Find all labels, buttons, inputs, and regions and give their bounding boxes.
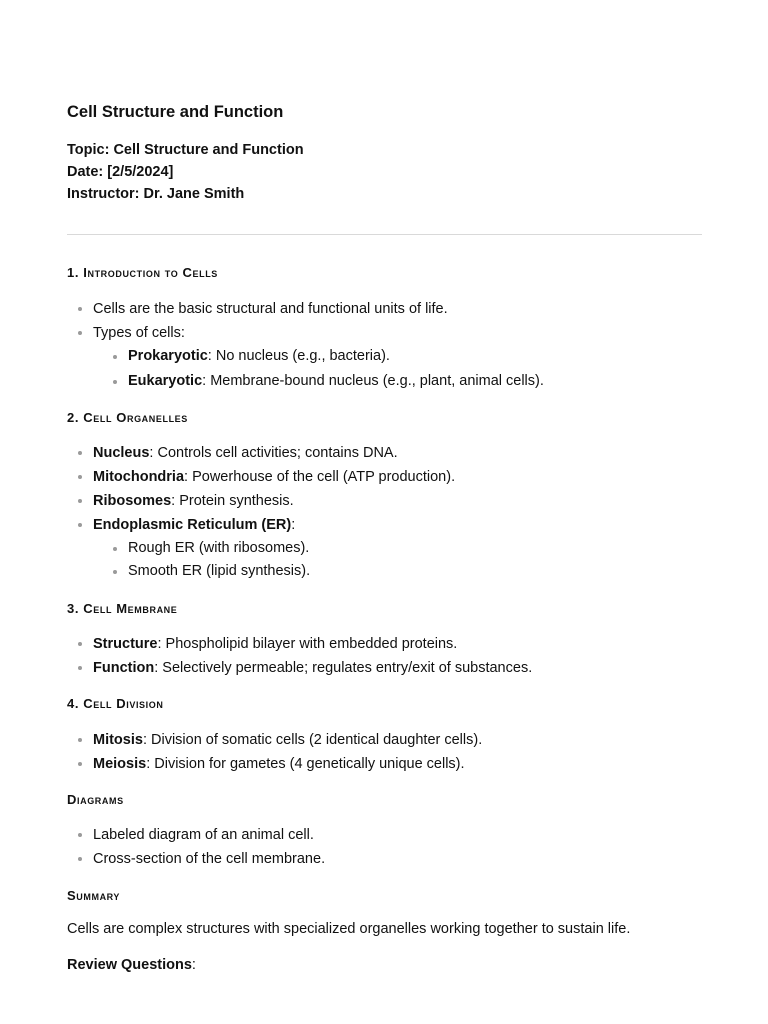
meta-instructor: Instructor: Dr. Jane Smith (67, 186, 245, 202)
review-questions-label: Review Questions: (67, 957, 196, 973)
diagrams-list (67, 823, 325, 871)
meta-topic: Topic: Cell Structure and Function (67, 142, 304, 158)
bullet-icon (78, 762, 82, 766)
section-heading-diagrams: Diagrams (67, 792, 124, 807)
membrane-list (67, 632, 532, 680)
bullet-icon (78, 857, 82, 861)
bullet-icon (78, 523, 82, 527)
document-meta (67, 139, 304, 205)
document-title: Cell Structure and Function (67, 103, 284, 121)
list-item: Function: Selectively permeable; regulates entry/exit of substances. (67, 656, 532, 680)
section-heading-summary: Summary (67, 888, 121, 903)
sub-list-item: Smooth ER (lipid synthesis). (67, 560, 455, 583)
section-heading-introduction: 1. Introduction to Cells (67, 265, 218, 280)
bullet-icon (78, 451, 82, 455)
bullet-icon (113, 570, 117, 574)
list-item: Types of cells: (67, 321, 544, 345)
list-item: Cross-section of the cell membrane. (67, 847, 325, 871)
section-heading-division: 4. Cell Division (67, 696, 164, 711)
bullet-icon (78, 642, 82, 646)
list-item: Labeled diagram of an animal cell. (67, 823, 325, 847)
bullet-icon (78, 307, 82, 311)
sub-list-item: Prokaryotic: No nucleus (e.g., bacteria). (67, 345, 544, 368)
sub-list-item: Eukaryotic: Membrane-bound nucleus (e.g., plant, animal cells). (67, 370, 544, 393)
meta-date: Date: [2/5/2024] (67, 164, 174, 180)
bullet-icon (78, 738, 82, 742)
list-item: Ribosomes: Protein synthesis. (67, 489, 455, 513)
list-item: Meiosis: Division for gametes (4 genetically unique cells). (67, 752, 482, 776)
section-heading-membrane: 3. Cell Membrane (67, 601, 178, 616)
summary-text: Cells are complex structures with specialized organelles working together to sustain life. (67, 921, 631, 937)
organelles-list (67, 441, 455, 583)
bullet-icon (78, 499, 82, 503)
horizontal-divider (67, 234, 702, 235)
section-heading-organelles: 2. Cell Organelles (67, 410, 188, 425)
list-item: Structure: Phospholipid bilayer with embedded proteins. (67, 632, 532, 656)
bullet-icon (78, 666, 82, 670)
introduction-list (67, 297, 544, 393)
bullet-icon (78, 833, 82, 837)
bullet-icon (78, 475, 82, 479)
list-item: Endoplasmic Reticulum (ER): (67, 513, 455, 537)
list-item: Mitochondria: Powerhouse of the cell (ATP production). (67, 465, 455, 489)
bullet-icon (113, 547, 117, 551)
bullet-icon (78, 331, 82, 335)
bullet-icon (113, 355, 117, 359)
bullet-icon (113, 380, 117, 384)
list-item: Mitosis: Division of somatic cells (2 identical daughter cells). (67, 728, 482, 752)
list-item: Nucleus: Controls cell activities; contains DNA. (67, 441, 455, 465)
division-list (67, 728, 482, 776)
sub-list-item: Rough ER (with ribosomes). (67, 537, 455, 560)
list-item: Cells are the basic structural and functional units of life. (67, 297, 544, 321)
